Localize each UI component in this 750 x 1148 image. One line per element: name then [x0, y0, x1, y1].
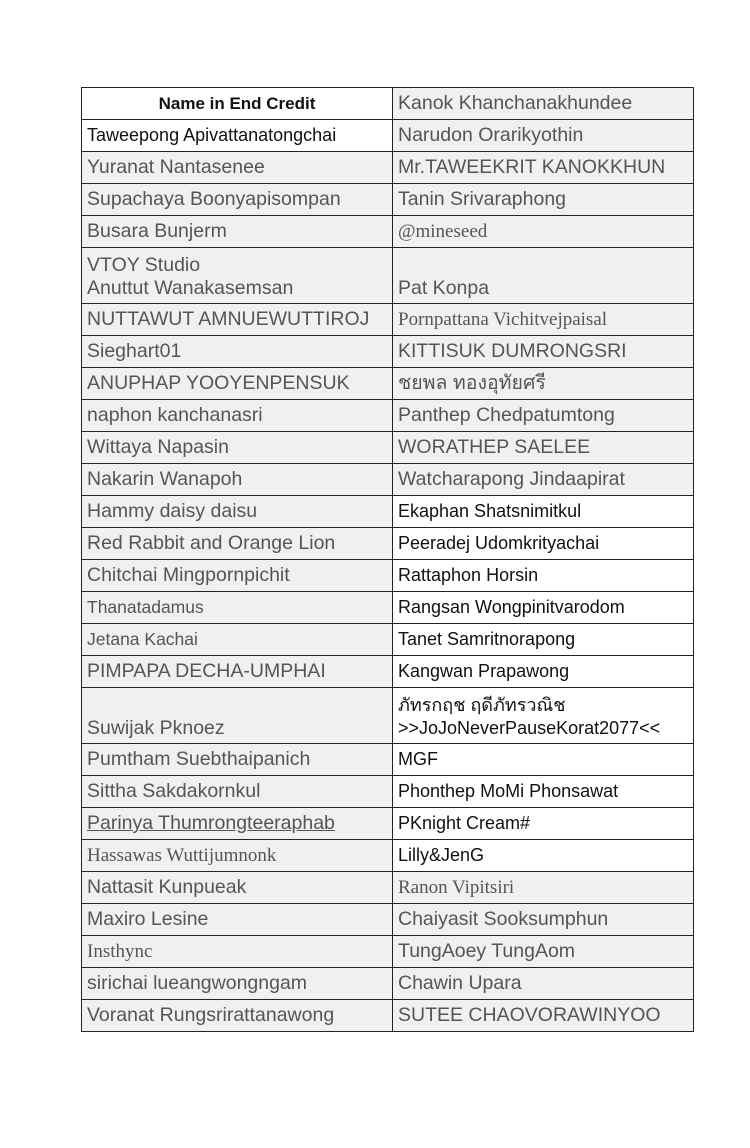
name-cell: Wittaya Napasin — [82, 432, 393, 464]
name-cell: KITTISUK DUMRONGSRI — [393, 336, 694, 368]
table-row — [82, 464, 694, 496]
table-row — [82, 904, 694, 936]
name-cell: Sieghart01 — [82, 336, 393, 368]
table-row — [82, 152, 694, 184]
table-row — [82, 120, 694, 152]
name-cell: Lilly&JenG — [393, 840, 694, 872]
name-cell: Insthync — [82, 936, 393, 968]
name-cell: Kangwan Prapawong — [393, 656, 694, 688]
name-cell: Nattasit Kunpueak — [82, 872, 393, 904]
name-cell: @mineseed — [393, 216, 694, 248]
name-cell: ภัทรกฤช ฤดีภัทรวณิช >>JoJoNeverPauseKorat2077<< — [393, 688, 694, 744]
name-cell: SUTEE CHAOVORAWINYOO — [393, 1000, 694, 1032]
table-row — [82, 936, 694, 968]
table-row — [82, 184, 694, 216]
name-cell: Rattaphon Horsin — [393, 560, 694, 592]
table-row — [82, 776, 694, 808]
name-cell: Maxiro Lesine — [82, 904, 393, 936]
name-cell: Voranat Rungsrirattanawong — [82, 1000, 393, 1032]
name-cell: Narudon Orarikyothin — [393, 120, 694, 152]
table-row — [82, 624, 694, 656]
table-row — [82, 656, 694, 688]
name-cell: Peeradej Udomkrityachai — [393, 528, 694, 560]
name-cell: NUTTAWUT AMNUEWUTTIROJ — [82, 304, 393, 336]
name-cell: Taweepong Apivattanatongchai — [82, 120, 393, 152]
table-row — [82, 248, 694, 304]
table-row — [82, 560, 694, 592]
table-row — [82, 808, 694, 840]
column-header: Name in End Credit — [82, 88, 393, 120]
table-row — [82, 592, 694, 624]
name-cell: Chitchai Mingpornpichit — [82, 560, 393, 592]
name-cell: Thanatadamus — [82, 592, 393, 624]
name-cell: TungAoey TungAom — [393, 936, 694, 968]
name-cell: Ekaphan Shatsnimitkul — [393, 496, 694, 528]
table-row — [82, 968, 694, 1000]
name-cell: Watcharapong Jindaapirat — [393, 464, 694, 496]
name-cell: Hammy daisy daisu — [82, 496, 393, 528]
name-cell: Tanet Samritnorapong — [393, 624, 694, 656]
table-row — [82, 368, 694, 400]
table-row — [82, 336, 694, 368]
name-cell: Phonthep MoMi Phonsawat — [393, 776, 694, 808]
name-cell: Hassawas Wuttijumnonk — [82, 840, 393, 872]
name-cell: WORATHEP SAELEE — [393, 432, 694, 464]
name-cell: MGF — [393, 744, 694, 776]
table-row — [82, 872, 694, 904]
credits-table — [81, 87, 694, 1032]
name-cell: Supachaya Boonyapisompan — [82, 184, 393, 216]
name-cell: sirichai lueangwongngam — [82, 968, 393, 1000]
name-cell: Yuranat Nantasenee — [82, 152, 393, 184]
table-row — [82, 496, 694, 528]
name-cell: VTOY Studio Anuttut Wanakasemsan — [82, 248, 393, 304]
name-cell: naphon kanchanasri — [82, 400, 393, 432]
table-header-row — [82, 88, 694, 120]
table-row — [82, 400, 694, 432]
name-cell: Jetana Kachai — [82, 624, 393, 656]
table-row — [82, 528, 694, 560]
name-cell: Pat Konpa — [393, 248, 694, 304]
name-cell: Mr.TAWEEKRIT KANOKKHUN — [393, 152, 694, 184]
name-cell: Red Rabbit and Orange Lion — [82, 528, 393, 560]
table-row — [82, 688, 694, 744]
name-cell: Busara Bunjerm — [82, 216, 393, 248]
name-cell: Kanok Khanchanakhundee — [393, 88, 694, 120]
name-cell: Ranon Vipitsiri — [393, 872, 694, 904]
table-row — [82, 744, 694, 776]
table-row — [82, 216, 694, 248]
name-cell: Pumtham Suebthaipanich — [82, 744, 393, 776]
name-cell: Parinya Thumrongteeraphab — [82, 808, 393, 840]
name-cell: ชยพล ทองอุทัยศรี — [393, 368, 694, 400]
table-row — [82, 840, 694, 872]
name-cell: Chaiyasit Sooksumphun — [393, 904, 694, 936]
table-row — [82, 1000, 694, 1032]
name-cell: Sittha Sakdakornkul — [82, 776, 393, 808]
name-cell: ANUPHAP YOOYENPENSUK — [82, 368, 393, 400]
name-cell: Rangsan Wongpinitvarodom — [393, 592, 694, 624]
name-cell: Chawin Upara — [393, 968, 694, 1000]
name-cell: PIMPAPA DECHA-UMPHAI — [82, 656, 393, 688]
name-cell: Panthep Chedpatumtong — [393, 400, 694, 432]
name-cell: Tanin Srivaraphong — [393, 184, 694, 216]
table-row — [82, 432, 694, 464]
name-cell: Suwijak Pknoez — [82, 688, 393, 744]
name-cell: PKnight Cream# — [393, 808, 694, 840]
table-row — [82, 304, 694, 336]
name-cell: Nakarin Wanapoh — [82, 464, 393, 496]
name-cell: Pornpattana Vichitvejpaisal — [393, 304, 694, 336]
